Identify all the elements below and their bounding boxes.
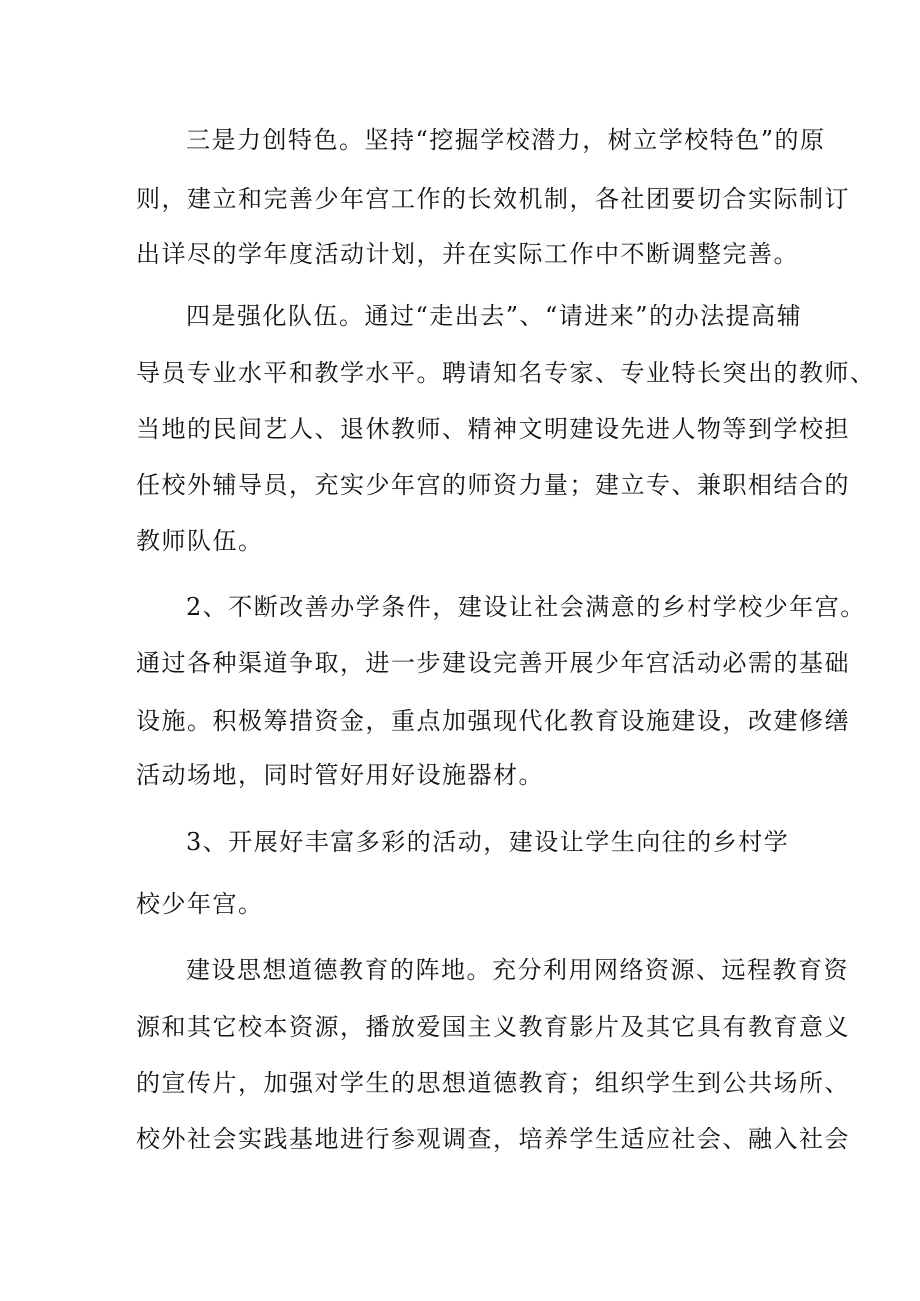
paragraph-2-line-4: 任校外辅导员，充实少年宫的师资力量；建立专、兼职相结合的 — [136, 471, 850, 499]
paragraph-2-line-1: 四是强化队伍。通过“走出去”、“请进来”的办法提高辅 — [186, 302, 803, 330]
paragraph-3-line-3: 设施。积极筹措资金，重点加强现代化教育设施建设，改建修缮 — [136, 707, 850, 735]
paragraph-2-line-2: 导员专业水平和教学水平。聘请知名专家、专业特长突出的教师、 — [136, 359, 876, 387]
paragraph-6-line-2: 源和其它校本资源，播放爱国主义教育影片及其它具有教育意义 — [136, 1013, 850, 1041]
paragraph-6-line-1: 建设思想道德教育的阵地。充分利用网络资源、远程教育资 — [186, 956, 849, 984]
paragraph-6-line-4: 校外社会实践基地进行参观调查，培养学生适应社会、融入社会 — [136, 1125, 850, 1153]
paragraph-2-line-3: 当地的民间艺人、退休教师、精神文明建设先进人物等到学校担 — [136, 415, 850, 443]
paragraph-3-line-1: 2、不断改善办学条件，建设让社会满意的乡村学校少年宫。 — [186, 593, 866, 621]
paragraph-5-line-1: 校少年宫。 — [136, 890, 264, 918]
paragraph-1-line-1: 三是力创特色。坚持“挖掘学校潜力，树立学校特色”的原 — [186, 126, 826, 154]
paragraph-4-line-1: 3、开展好丰富多彩的活动，建设让学生向往的乡村学 — [186, 828, 790, 856]
paragraph-2-line-5: 教师队伍。 — [136, 527, 264, 555]
paragraph-3-line-2: 通过各种渠道争取，进一步建设完善开展少年宫活动必需的基础 — [136, 649, 850, 677]
paragraph-1-line-3: 出详尽的学年度活动计划，并在实际工作中不断调整完善。 — [136, 240, 799, 268]
paragraph-6-line-3: 的宣传片，加强对学生的思想道德教育；组织学生到公共场所、 — [136, 1069, 850, 1097]
paragraph-3-line-4: 活动场地，同时管好用好设施器材。 — [136, 761, 544, 789]
paragraph-1-line-2: 则，建立和完善少年宫工作的长效机制，各社团要切合实际制订 — [136, 185, 850, 213]
